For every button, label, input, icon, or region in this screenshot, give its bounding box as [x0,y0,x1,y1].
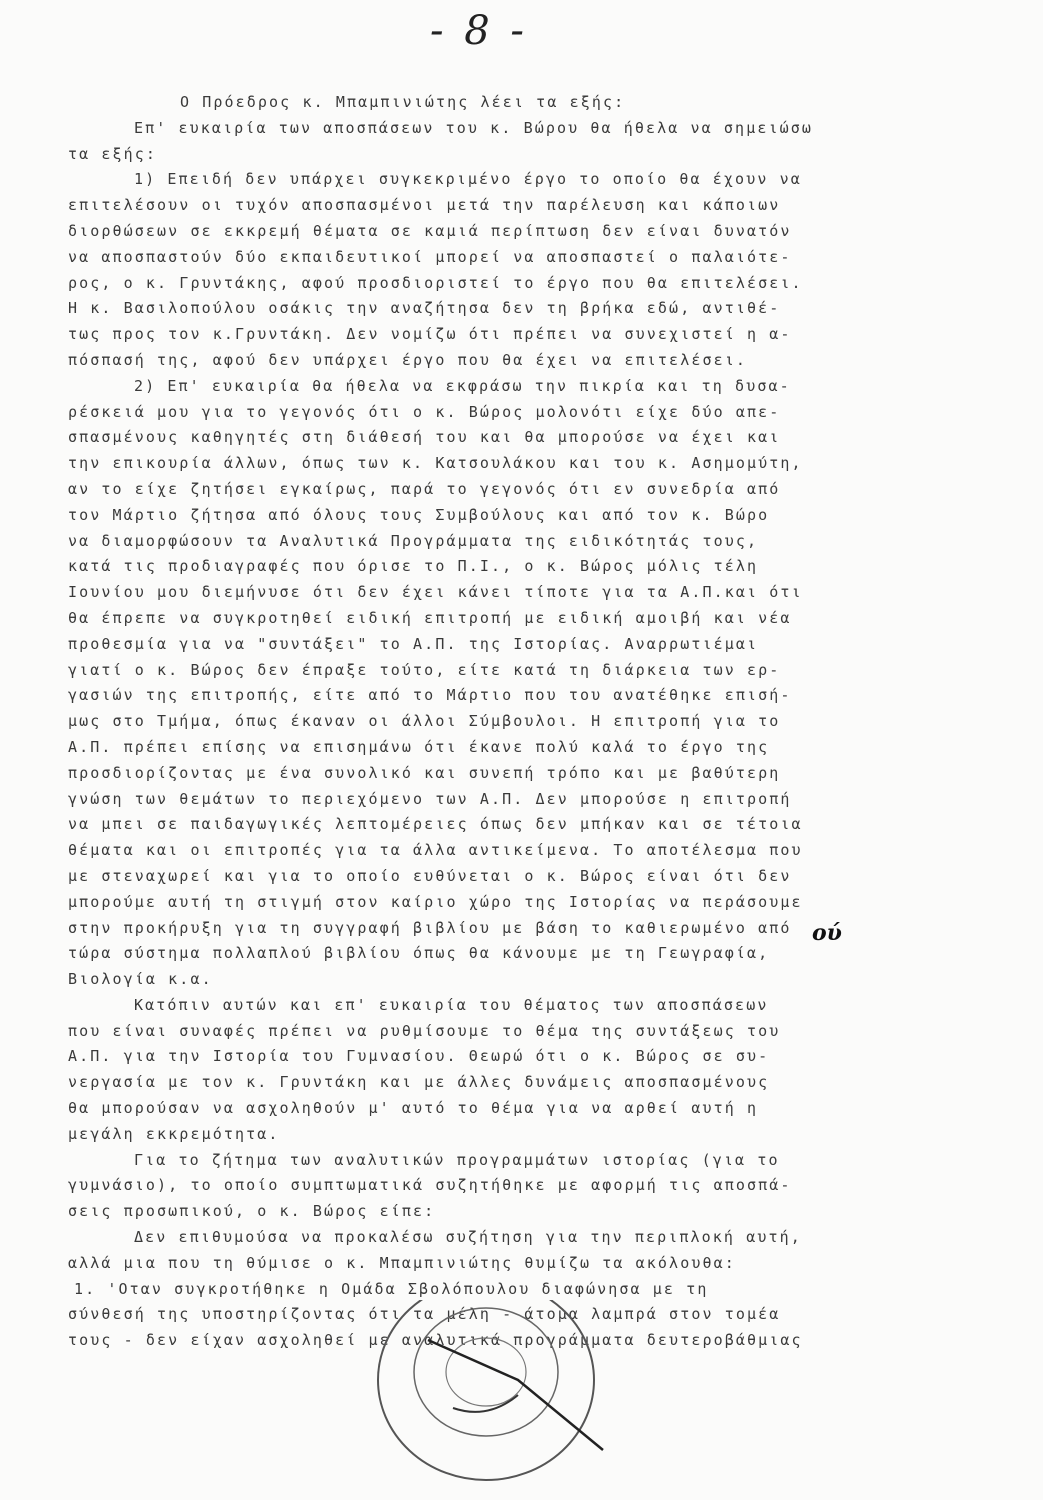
text-line: κατά τις προδιαγραφές που όρισε το Π.Ι., ο κ. Βώρος μόλις τέλη [68,557,759,576]
text-line: μπορούμε αυτή τη στιγμή στον καίριο χώρο της Ιστορίας να περάσουμε [68,892,803,911]
text-line: Για το ζήτημα των αναλυτικών προγραμμάτων ιστορίας (για το [134,1150,780,1169]
text-line: 2) Επ' ευκαιρία θα ήθελα να εκφράσω την πικρία και τη δυσα- [134,376,791,395]
text-line: με στεναχωρεί και για το οποίο ευθύνεται ο κ. Βώρος είναι ότι δεν [68,866,792,885]
text-line: γιατί ο κ. Βώρος δεν έπραξε τούτο, είτε κατά τη διάρκεια των ερ- [68,660,781,679]
text-line: τον Μάρτιο ζήτησα από όλους τους Συμβούλους και από τον κ. Βώρο [68,505,770,524]
text-line: σεις προσωπικού, ο κ. Βώρος είπε: [68,1202,436,1221]
text-line: γυμνάσιο), το οποίο συμπτωματικά συζητήθηκε με αφορμή τις αποσπά- [68,1176,792,1195]
text-line: διορθώσεων σε εκκρεμή θέματα σε καμιά περίπτωση δεν είναι δυνατόν [68,221,792,240]
handwritten-correction: ού [812,920,842,946]
text-line: Η κ. Βασιλοπούλου οσάκις την αναζήτησα δεν τη βρήκα εδώ, αντιθέ- [68,299,781,318]
text-line: ρος, ο κ. Γρυντάκης, αφού προσδιοριστεί το έργο που θα επιτελέσει. [68,273,803,292]
text-line: αλλά μια που τη θύμισε ο κ. Μπαμπινιώτης θυμίζω τα ακόλουθα: [68,1253,736,1272]
text-line: Βιολογία κ.α. [68,970,213,989]
text-line: πόσπασή της, αφού δεν υπάρχει έργο που θα έχει να επιτελέσει. [68,350,747,369]
page-number: - 8 - [430,8,528,54]
text-line: αν το είχε ζητήσει εγκαίρως, παρά το γεγονός ότι εν συνεδρία από [68,479,781,498]
text-line: να μπει σε παιδαγωγικές λεπτομέρειες όπως δεν μπήκαν και σε τέτοια [68,815,803,834]
text-line: μεγάλη εκκρεμότητα. [68,1124,280,1143]
text-line: τώρα σύστημα πολλαπλού βιβλίου όπως θα κάνουμε με τη Γεωγραφία, [68,944,770,963]
text-line: Δεν επιθυμούσα να προκαλέσω συζήτηση για την περιπλοκή αυτή, [134,1228,802,1247]
text-line: τα εξής: [68,144,158,163]
text-line: θα μπορούσαν να ασχοληθούν μ' αυτό το θέμα για να αρθεί αυτή η [68,1099,759,1118]
text-line: 1) Επειδή δεν υπάρχει συγκεκριμένο έργο το οποίο θα έχουν να [134,170,802,189]
text-line: θέματα και οι επιτροπές για τα άλλα αντικείμενα. Το αποτέλεσμα που [68,841,803,860]
text-line: θα έπρεπε να συγκροτηθεί ειδική επιτροπή με ειδική αμοιβή και νέα [68,608,792,627]
text-line: Ιουνίου μου διεμήνυσε ότι δεν έχει κάνει τίποτε για τα Α.Π.και ότι [68,583,803,602]
text-line: μως στο Τμήμα, όπως έκαναν οι άλλοι Σύμβουλοι. Η επιτροπή για το [68,712,781,731]
text-line: Επ' ευκαιρία των αποσπάσεων του κ. Βώρου θα ήθελα να σημειώσω [134,118,813,137]
text-line: νεργασία με τον κ. Γρυντάκη και με άλλες δυνάμεις αποσπασμένους [68,1073,770,1092]
text-line: Α.Π. για την Ιστορία του Γυμνασίου. Θεωρώ ότι ο κ. Βώρος σε συ- [68,1047,770,1066]
official-stamp [368,1300,618,1485]
text-line: τως προς τον κ.Γρυντάκη. Δεν νομίζω ότι πρέπει να συνεχιστεί η α- [68,325,792,344]
text-line: γασιών της επιτροπής, είτε από το Μάρτιο που του ανατέθηκε επισή- [68,686,792,705]
text-line: Κατόπιν αυτών και επ' ευκαιρία του θέματος των αποσπάσεων [134,995,769,1014]
text-line: να διαμορφώσουν τα Αναλυτικά Προγράμματα της ειδικότητάς τους, [68,531,759,550]
text-line: σπασμένους καθηγητές στη διάθεσή του και θα μπορούσε να έχει και [68,428,781,447]
text-line: σύνθεσή της υποστηρίζοντας ότι τα μέλη - άτομα λαμπρά στον τομέα [68,1305,781,1324]
text-line: προσδιορίζοντας με ένα συνολικό και συνεπή τρόπο και με βαθύτερη [68,763,781,782]
text-line: την επικουρία άλλων, όπως των κ. Κατσουλάκου και του κ. Ασημομύτη, [68,454,803,473]
text-line: στην προκήρυξη για τη συγγραφή βιβλίου με βάση το καθιερωμένο από [68,918,792,937]
text-line: 1. 'Οταν συγκροτήθηκε η Ομάδα Σβολόπουλου διαφώνησα με τη [74,1279,709,1298]
text-line: γνώση των θεμάτων το περιεχόμενο των Α.Π. Δεν μπορούσε η επιτροπή [68,789,792,808]
body-text [68,90,948,1354]
text-line: τους - δεν είχαν ασχοληθεί με αναλυτικά προγράμματα δευτεροβάθμιας [68,1331,803,1350]
text-line: ρέσκειά μου για το γεγονός ότι ο κ. Βώρος μολονότι είχε δύο απε- [68,402,781,421]
text-line: επιτελέσουν οι τυχόν αποσπασμένοι μετά την παρέλευση και κάποιων [68,196,781,215]
text-line: να αποσπαστούν δύο εκπαιδευτικοί μπορεί να αποσπαστεί ο παλαιότε- [68,247,792,266]
text-line: που είναι συναφές πρέπει να ρυθμίσουμε το θέμα της συντάξεως του [68,1021,781,1040]
text-line: Α.Π. πρέπει επίσης να επισημάνω ότι έκανε πολύ καλά το έργο της [68,737,770,756]
text-line: προθεσμία για να "συντάξει" το Α.Π. της Ιστορίας. Αναρρωτιέμαι [68,634,759,653]
text-line: Ο Πρόεδρος κ. Μπαμπινιώτης λέει τα εξής: [180,93,626,111]
